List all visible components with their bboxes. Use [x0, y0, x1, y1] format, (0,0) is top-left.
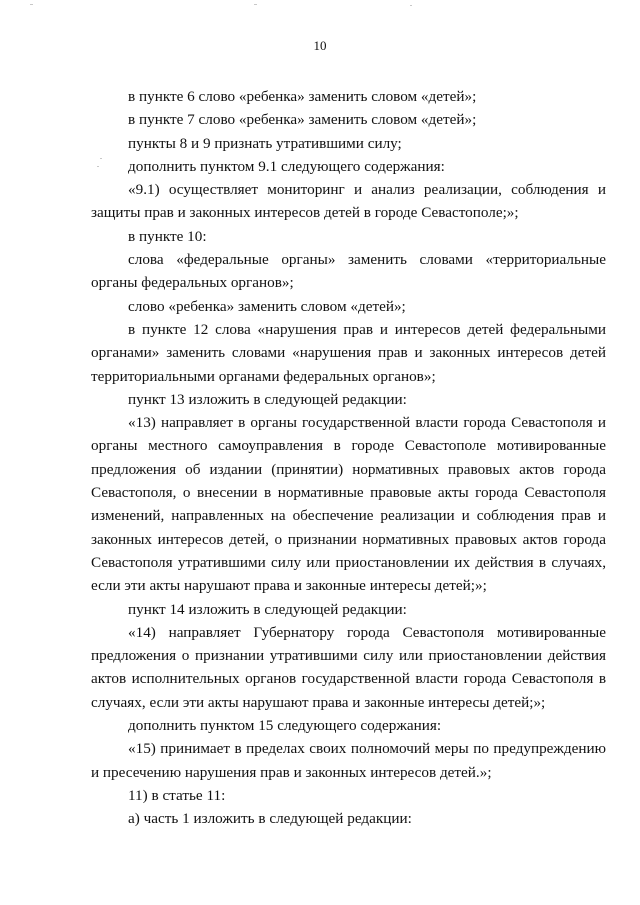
- paragraph: в пункте 10:: [128, 227, 207, 245]
- paragraph: пункты 8 и 9 признать утратившими силу;: [128, 134, 402, 152]
- paragraph: слова «федеральные органы» заменить словами «территориальные органы федеральных органов»;: [91, 251, 606, 292]
- paragraph: слово «ребенка» заменить словом «детей»;: [128, 297, 406, 315]
- paragraph: пункт 14 изложить в следующей редакции:: [128, 600, 407, 618]
- paragraph: «13) направляет в органы государственной власти города Севастополя и органы местного самоуправления в городе Севастополе мотивированные предложения об издании (принятии) нормативных правовых актов города Севастополя, о внесении в нормативные правовые акты города Севастополя изменений, направленных на обеспечение реализации и соблюдения прав и законных интересов детей, о признании нормативных правовых актов города Севастополя утратившими силу или приостановлении их действия в случаях, если эти акты нарушают права и законные интересы детей;»;: [91, 414, 606, 595]
- paragraph: в пункте 7 слово «ребенка» заменить словом «детей»;: [128, 111, 477, 129]
- paragraph: в пункте 12 слова «нарушения прав и интересов детей федеральными органами» заменить словами «нарушения прав и законных интересов детей территориальными органами федеральных органов»;: [91, 320, 606, 385]
- paragraph: 11) в статье 11:: [128, 786, 226, 804]
- paragraph: пункт 13 изложить в следующей редакции:: [128, 390, 407, 408]
- paragraph: дополнить пунктом 9.1 следующего содержания:: [128, 157, 445, 175]
- scan-artifact: [100, 158, 102, 159]
- paragraph: «14) направляет Губернатору города Севастополя мотивированные предложения о признании утратившими силу или приостановлении действия актов исполнительных органов государственной власти города Севастополя в случаях, если эти акты нарушают права и законные интересы детей;»;: [91, 623, 606, 711]
- scan-artifact: [410, 5, 412, 6]
- paragraph: «15) принимает в пределах своих полномочий меры по предупреждению и пресечению нарушения прав и законных интересов детей.»;: [91, 740, 606, 781]
- page-number: 10: [313, 38, 327, 53]
- scan-artifact: [30, 4, 33, 5]
- document-body: [91, 85, 606, 831]
- paragraph: в пункте 6 слово «ребенка» заменить словом «детей»;: [128, 88, 477, 105]
- scan-artifact: [97, 166, 99, 167]
- paragraph: а) часть 1 изложить в следующей редакции:: [128, 810, 412, 828]
- paragraph: «9.1) осуществляет мониторинг и анализ реализации, соблюдения и защиты прав и законных интересов детей в городе Севастополе;»;: [91, 181, 606, 222]
- paragraph: дополнить пунктом 15 следующего содержания:: [128, 717, 442, 735]
- scan-artifact: [254, 4, 257, 5]
